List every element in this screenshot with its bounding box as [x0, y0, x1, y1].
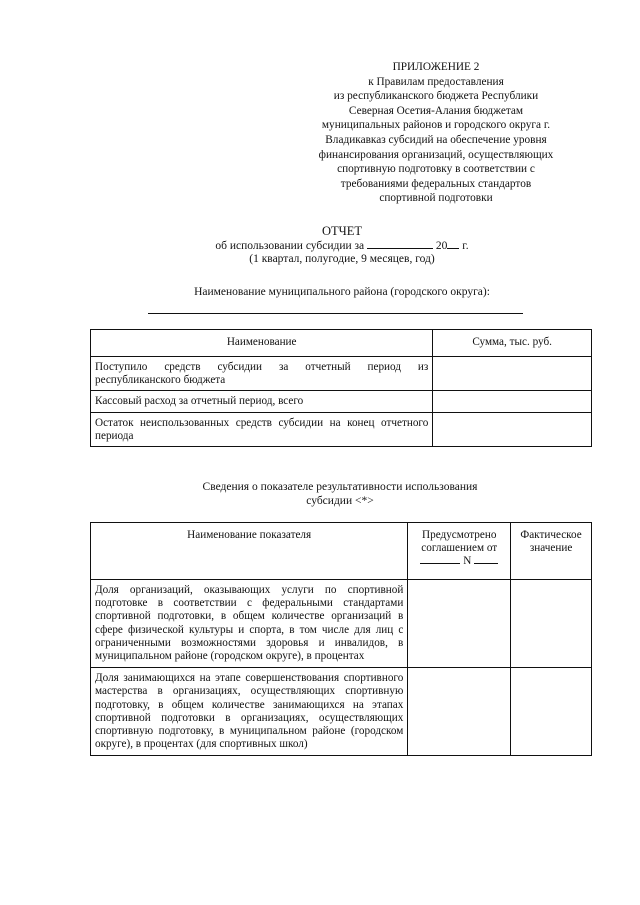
appendix-line: к Правилам предоставления: [368, 75, 504, 88]
table-row: [91, 391, 592, 412]
report-heading: [92, 225, 592, 267]
indicator-table: [90, 522, 592, 756]
row-value[interactable]: [433, 412, 592, 446]
planned-header-number-line: [408, 555, 510, 568]
year-blank[interactable]: [447, 247, 459, 249]
region-fill-line[interactable]: [148, 313, 523, 314]
indicator-heading-line: Сведения о показателе результативности использования: [202, 481, 478, 493]
planned-value[interactable]: [408, 580, 511, 668]
appendix-line: спортивную подготовку в соответствии с: [337, 163, 535, 176]
row-value[interactable]: [433, 357, 592, 391]
row-value[interactable]: [433, 391, 592, 412]
column-header-sum: Сумма, тыс. руб.: [433, 330, 592, 357]
column-header-name: Наименование: [91, 330, 433, 357]
agreement-number-blank[interactable]: [474, 562, 498, 564]
column-header-indicator: Наименование показателя: [91, 523, 408, 580]
report-period-prefix: об использовании субсидии за: [215, 239, 365, 252]
table-row: [91, 357, 592, 391]
agreement-date-blank[interactable]: [420, 562, 460, 564]
table-row: [91, 412, 592, 446]
planned-header-line: соглашением от: [421, 542, 498, 555]
report-title: ОТЧЕТ: [321, 224, 363, 238]
appendix-line: Владикавказ субсидий на обеспечение уровня: [325, 133, 547, 146]
appendix-line: ПРИЛОЖЕНИЕ 2: [392, 61, 480, 73]
column-header-actual: [511, 523, 592, 580]
subsidy-table: [90, 329, 592, 447]
agreement-number-label: N: [463, 555, 472, 568]
region-label: Наименование муниципального района (городского округа):: [194, 286, 490, 298]
indicator-heading: [150, 481, 530, 508]
actual-header-line: значение: [529, 542, 573, 555]
row-name: Поступило средств субсидии за отчетный период из республиканского бюджета: [91, 357, 433, 391]
row-name: Кассовый расход за отчетный период, всего: [91, 391, 433, 412]
appendix-block: [300, 60, 572, 206]
report-year-suffix: г.: [462, 239, 469, 252]
appendix-line: из республиканского бюджета Республики: [333, 90, 539, 103]
report-period-line: [92, 240, 592, 254]
period-blank[interactable]: [367, 247, 433, 249]
table-header-row: [91, 330, 592, 357]
appendix-line: муниципальных районов и городского округа г.: [321, 119, 551, 132]
row-name: Остаток неиспользованных средств субсидии на конец отчетного периода: [91, 412, 433, 446]
planned-value[interactable]: [408, 668, 511, 756]
indicator-heading-line: субсидии <*>: [306, 494, 374, 507]
actual-value[interactable]: [511, 668, 592, 756]
actual-value[interactable]: [511, 580, 592, 668]
planned-header-line: Предусмотрено: [422, 529, 497, 541]
appendix-line: Северная Осетия-Алания бюджетам: [348, 104, 524, 117]
table-row: [91, 580, 592, 668]
appendix-line: требованиями федеральных стандартов: [340, 177, 532, 190]
table-row: [91, 668, 592, 756]
indicator-name: Доля занимающихся на этапе совершенствования спортивного мастерства в организациях, осуществляющих спортивную подготовку, в общем количестве занимающихся на этапах спортивной подготовки в организациях, осуществляющих спортивную подготовку, в муниципальном районе (городском округе), в процентах (для спортивных школ): [91, 668, 408, 756]
table-header-row: [91, 523, 592, 580]
appendix-line: спортивной подготовки: [379, 192, 493, 205]
report-period-hint: (1 квартал, полугодие, 9 месяцев, год): [249, 253, 435, 265]
actual-header-line: Фактическое: [520, 529, 582, 541]
report-year: 20: [435, 239, 448, 252]
appendix-line: финансирования организаций, осуществляющих: [318, 148, 554, 161]
indicator-name: Доля организаций, оказывающих услуги по спортивной подготовке в соответствии с федеральными стандартами спортивной подготовки, в общем количестве организаций в сфере физической культуры и спорта, в том числе для лиц с ограниченными возможностями здоровья и инвалидов, в муниципальном районе (городском округе), в процентах: [91, 580, 408, 668]
column-header-planned: [408, 523, 511, 580]
